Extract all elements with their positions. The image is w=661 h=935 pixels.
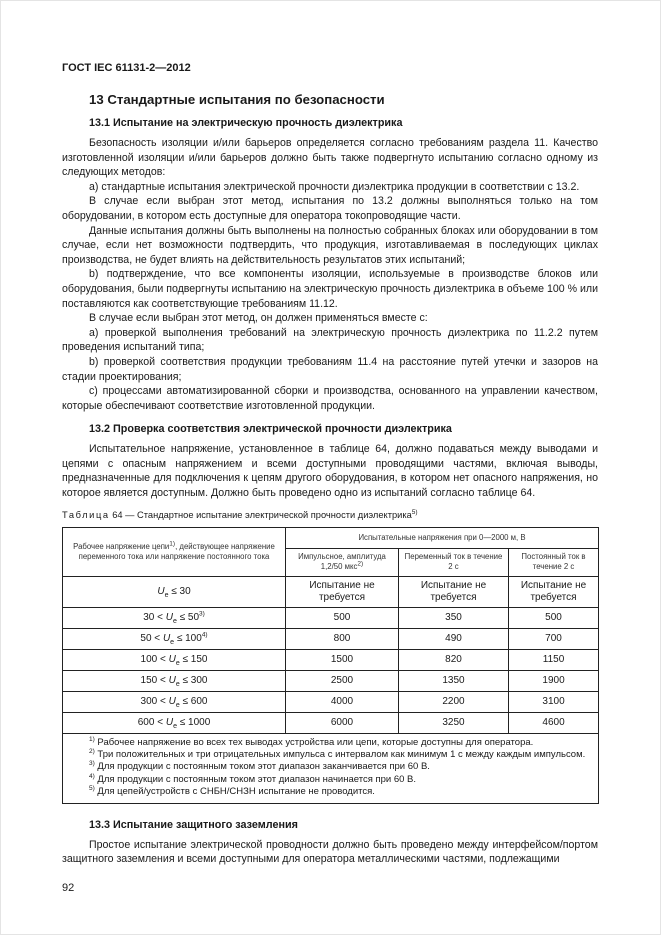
cell-dc: 700 <box>509 628 599 649</box>
section-13-2-paragraph: Испытательное напряжение, установленное в таблице 64, должно подаваться между выводами и цепями с опасным напряжением и всеми доступными проводящими частями, включая выводы, предназначенные для подключения к цепям другого оборудования, в котором нет опасного напряжения, но которое является доступным. Должно быть проведено одно из испытаний согласно таблице 64. <box>62 443 598 500</box>
section-13-3-title: 13.3 Испытание защитного заземления <box>89 818 298 831</box>
page-number: 92 <box>62 881 75 894</box>
table-row <box>63 628 599 649</box>
paragraph: a) проверкой выполнения требований на электрическую прочность диэлектрика по 11.2.2 путем проведения испытаний типа; <box>62 326 598 354</box>
table-row <box>63 607 599 628</box>
table-row <box>63 712 599 733</box>
section-13-2-title: 13.2 Проверка соответствия электрической прочности диэлектрика <box>89 423 452 436</box>
header-impulse: Импульсное, амплитуда 1,2/50 мкс$^{2)}$ <box>286 548 399 576</box>
cell-ac: 1350 <box>399 670 509 691</box>
footnote: $^{5)}$ Для цепей/устройств с СНБН/СНЗН испытание не проводится. <box>89 785 375 798</box>
cell-dc: 1150 <box>509 649 599 670</box>
table-64 <box>62 527 599 804</box>
section-13-1-body <box>62 136 598 413</box>
section-13-1-title: 13.1 Испытание на электрическую прочность диэлектрика <box>89 117 403 129</box>
cell-voltage-range: $50 < U_e \le 100^{4)}$ <box>63 628 286 649</box>
cell-impulse: 6000 <box>286 712 399 733</box>
cell-voltage-range: $100 < U_e \le 150$ <box>63 649 286 670</box>
footnote: $^{1)}$ Рабочее напряжение во всех тех выводах устройства или цепи, которые доступны для оператора. <box>89 735 534 748</box>
header-test-voltages: Испытательные напряжения при 0—2000 м, В <box>286 527 599 548</box>
page-content <box>62 0 598 935</box>
paragraph: b) проверкой соответствия продукции требованиям 11.4 на расстояние путей утечки и зазоров на стадии проектирования; <box>62 355 598 383</box>
paragraph: Данные испытания должны быть выполнены на полностью собранных блоках или оборудовании в том случае, если нет возможности подтвердить, что продукция, изготавливаемая в последующих циклах производства, не будет влиять на действительность результатов этих испытаний; <box>62 224 598 266</box>
cell-impulse: 1500 <box>286 649 399 670</box>
cell-impulse: 800 <box>286 628 399 649</box>
cell-ac: 2200 <box>399 691 509 712</box>
paragraph: c) процессами автоматизированной сборки и производства, основанного на управлении качеством, которые обеспечивают соответствие изготовленной продукции. <box>62 385 598 412</box>
cell-ac: 820 <box>399 649 509 670</box>
footnote: $^{3)}$ Для продукции с постоянным током этот диапазон заканчивается при 60 В. <box>89 760 430 773</box>
section-13-title: 13 Стандартные испытания по безопасности <box>89 92 385 107</box>
cell-dc: 3100 <box>509 691 599 712</box>
paragraph: В случае если выбран этот метод, он должен применяться вместе с: <box>89 312 428 325</box>
paragraph: В случае если выбран этот метод, испытания по 13.2 должны выполняться только на том оборудовании, в котором есть доступные для оператора токопроводящие части. <box>62 195 598 222</box>
table-footnotes <box>63 733 599 803</box>
header-working-voltage: Рабочее напряжение цепи$^{1)}$, действующее напряжение переменного тока или напряжение постоянного тока <box>63 527 286 576</box>
footnote: $^{2)}$ Три положительных и три отрицательных импульса с интервалом как минимум 1 с между каждым импульсом. <box>89 747 586 761</box>
paragraph: b) подтверждение, что все компоненты изоляции, используемые в производстве блоков или оборудования, были подвергнуты испытанию на электрическую прочность диэлектрика в объеме 100 % или поставляются как соответствующие требованиям 11.12. <box>62 268 598 310</box>
cell-dc: 1900 <box>509 670 599 691</box>
cell-voltage-range: $150 < U_e \le 300$ <box>63 670 286 691</box>
table-row <box>63 576 599 607</box>
table-row <box>63 670 599 691</box>
cell-ac: 3250 <box>399 712 509 733</box>
table-caption: Таблица 64 — Стандартное испытание электрической прочности диэлектрика$^{5)}$ <box>62 508 418 520</box>
footnote: $^{4)}$ Для продукции с постоянным током этот диапазон начинается при 60 В. <box>89 772 417 785</box>
cell-impulse: 500 <box>286 607 399 628</box>
cell-dc: 500 <box>509 607 599 628</box>
cell-voltage-range: $600 < U_e \le 1000$ <box>63 712 286 733</box>
paragraph: Безопасность изоляции и/или барьеров определяется согласно требованиям раздела 11. Качество изготовленной изоляции и/или барьеров должно быть также подвергнуто испытанию согласно одному из следующих методов: <box>62 137 598 179</box>
table-row <box>63 691 599 712</box>
cell-voltage-range: $U_e \le 30$ <box>63 576 286 607</box>
table-row <box>63 649 599 670</box>
header-ac: Переменный ток в течение 2 с <box>399 548 509 576</box>
cell-dc: Испытание не требуется <box>509 576 599 607</box>
section-13-3-paragraph: Простое испытание электрической проводности должно быть проведено между интерфейсом/портом защитного заземления и всеми доступными для оператора металлическими частями, подлежащими <box>62 838 598 866</box>
cell-ac: Испытание не требуется <box>399 576 509 607</box>
cell-voltage-range: $300 < U_e \le 600$ <box>63 691 286 712</box>
document-code: ГОСТ IEC 61131-2—2012 <box>62 62 191 74</box>
cell-dc: 4600 <box>509 712 599 733</box>
cell-ac: 490 <box>399 628 509 649</box>
cell-impulse: 4000 <box>286 691 399 712</box>
cell-ac: 350 <box>399 607 509 628</box>
cell-impulse: Испытание не требуется <box>286 576 399 607</box>
cell-impulse: 2500 <box>286 670 399 691</box>
cell-voltage-range: $30 < U_e \le 50^{3)}$ <box>63 607 286 628</box>
header-dc: Постоянный ток в течение 2 с <box>509 548 599 576</box>
paragraph: a) стандартные испытания электрической прочности диэлектрика продукции в соответствии с 13.2. <box>89 180 580 193</box>
